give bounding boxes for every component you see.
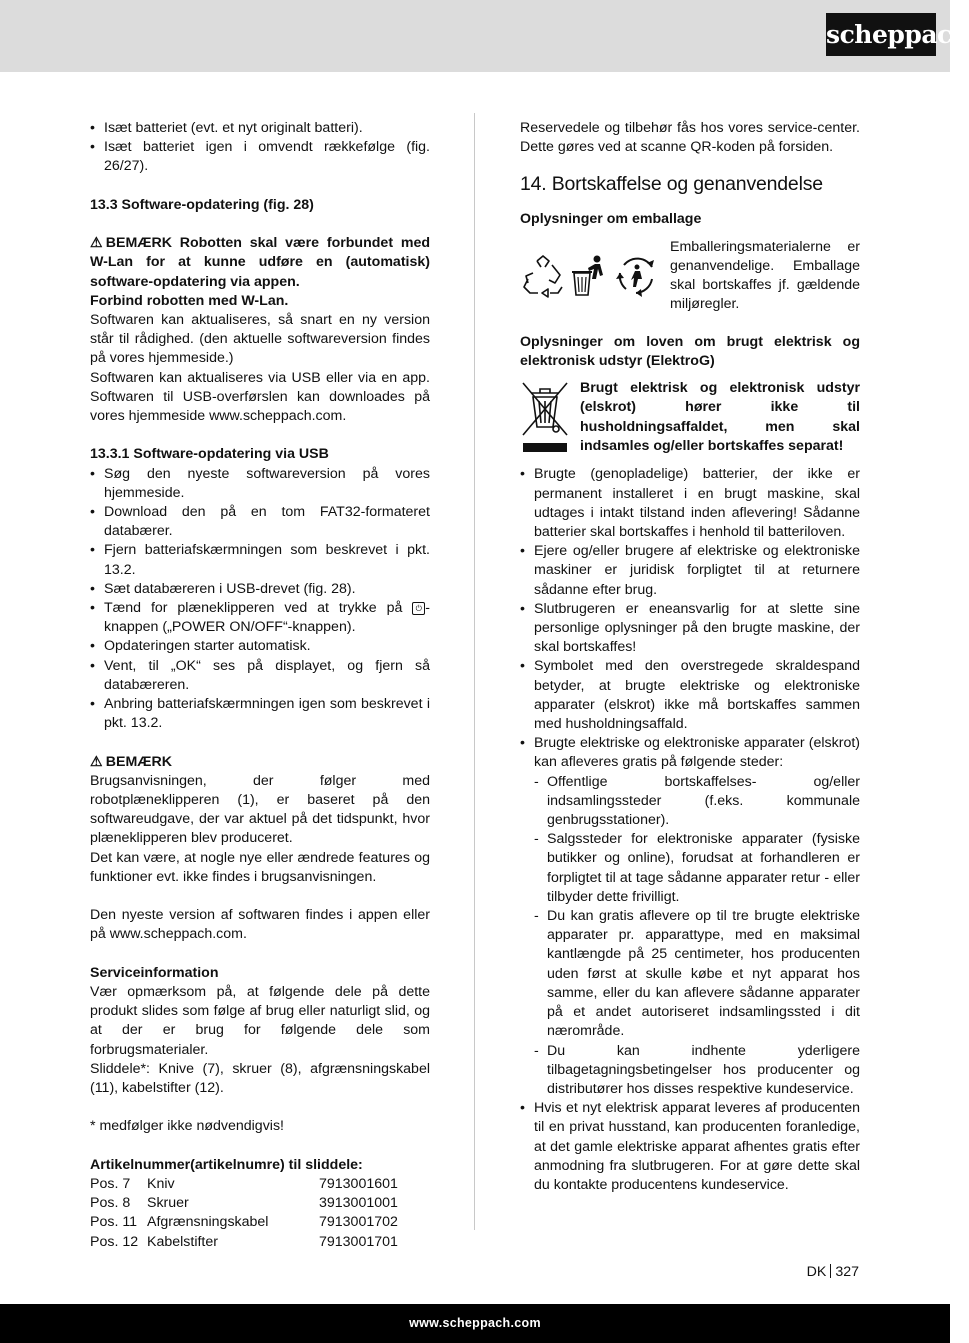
list-item: • Anbring batteriafskærmningen igen som beskrevet i pkt. 13.2. — [90, 695, 430, 733]
body-paragraph: Det kan være, at nogle nye eller ændrede features og funktioner evt. ikke findes i brugsanvisningen. — [90, 849, 430, 885]
usb-steps-list — [90, 465, 430, 734]
list-item: • Slutbrugeren er eneansvarlig for at slette sine personlige oplysninger på den brugte maskine, der skal bortskaffes! — [520, 600, 860, 658]
list-item: • Fjern batteriafskærmningen som beskrevet i pkt. 13.2. — [90, 541, 430, 579]
list-item: • Download den på en tom FAT32-formateret databærer. — [90, 503, 430, 541]
disposal-list-continued — [520, 1099, 860, 1195]
body-paragraph: Softwaren kan aktualiseres via USB eller via en app. Softwaren til USB-overførslen kan downloades på vores hjemmeside www.scheppach.com. — [90, 369, 430, 425]
note-paragraph — [90, 234, 430, 292]
footnote: * medfølger ikke nødvendigvis! — [90, 1118, 284, 1135]
warning-icon: ⚠ — [90, 235, 103, 252]
list-item: • Hvis et nyt elektrisk apparat leveres af producenten til en privat husstand, kan producenten foranledige, at det gamle elektriske apparat afhentes gratis efter anmodning fra slutbrugeren. For at gøre dette skal du kontakte producentens kundeservice. — [520, 1099, 860, 1195]
table-cell: Kabelstifter — [147, 1233, 218, 1250]
list-item: • Opdateringen starter automatisk. — [90, 637, 430, 656]
list-item: - Offentlige bortskaffelses- og/eller indsamlingssteder (f.eks. kommunale genbrugsstationer). — [520, 773, 860, 831]
return-locations-list — [520, 773, 860, 1099]
weee-icon-wrap — [520, 379, 580, 465]
intro-list — [90, 119, 430, 177]
section-heading-13-3: 13.3 Software-opdatering (fig. 28) — [90, 196, 314, 213]
table-cell: 7913001701 — [319, 1233, 398, 1250]
list-item: • Vent, til „OK“ ses på displayet, og fjern så databæreren. — [90, 657, 430, 695]
body-paragraph: Brugsanvisningen, der følger med robotplæneklipperen (1), er baseret på den softwareudgave, der var aktuel på det tidspunkt, hvor plæneklipperen blev produceret. — [90, 772, 430, 847]
table-cell: Pos. 12 — [90, 1233, 139, 1250]
list-item-text: -knappen („POWER ON/OFF“-knappen). — [104, 600, 430, 636]
scheppach-logo: scheppach — [826, 13, 936, 56]
table-cell: Pos. 7 — [90, 1176, 131, 1193]
list-item: • Brugte elektriske og elektroniske apparater (elskrot) kan afleveres gratis på følgende steder: — [520, 734, 860, 772]
page-number-value: 327 — [835, 1264, 859, 1280]
section-heading-13-3-1: 13.3.1 Software-opdatering via USB — [90, 446, 329, 463]
list-item: • Isæt batteriet (evt. et nyt originalt batteri). — [90, 119, 430, 138]
table-row — [90, 1233, 400, 1252]
article-numbers-heading: Artikelnummer(artikelnumre) til sliddele: — [90, 1156, 363, 1173]
packaging-text: Emballeringsmaterialerne er genanvendelige. Emballage skal bortskaffes jf. gældende miljøregler. — [670, 238, 860, 313]
list-item: - Du kan gratis aflevere op til tre brugte elektriske apparater pr. apparattype, med en maksimal kantlængde på 25 centimeter, hos producenten uden først at skulle købe et nyt apparat hos samme, eller du kan aflevere sådanne apparater på et andet autoriseret indsamlingssted i dit nærområde. — [520, 907, 860, 1041]
recycle-icon — [520, 253, 566, 299]
crossed-out-wheelie-bin-icon — [520, 379, 570, 459]
body-paragraph: Vær opmærksom på, at følgende dele på dette produkt slides som følge af brug eller naturligt slid, og at der er brug for følgende dele som forbrugsmaterialer. — [90, 984, 430, 1058]
body-paragraph: Softwaren kan aktualiseres, så snart en ny version står til rådighed. (den aktuelle softwareversion findes på vores hjemmeside.) — [90, 312, 430, 367]
table-cell: 7913001702 — [319, 1214, 398, 1231]
column-divider — [474, 113, 475, 1230]
table-row — [90, 1213, 400, 1232]
footer-url[interactable]: www.scheppach.com — [409, 1316, 541, 1330]
table-cell: Kniv — [147, 1176, 175, 1193]
parts-table — [90, 1175, 400, 1252]
footer-bar — [0, 1304, 950, 1343]
power-button-icon: ⏻ — [412, 602, 425, 615]
left-column — [90, 119, 430, 1252]
table-cell: Afgrænsningskabel — [147, 1214, 269, 1231]
right-column — [520, 119, 860, 1195]
list-item: - Salgssteder for elektroniske apparater (fysiske butikker og online), forudsat at forhandleren er forpligtet til at tage sådanne apparater retur - eller tilbyder dette frivilligt. — [520, 830, 860, 907]
table-cell: 3913001001 — [319, 1195, 398, 1212]
wear-parts-paragraph: Sliddele*: Knive (7), skruer (8), afgrænsningskabel (11), kabelstifter (12). — [90, 1060, 430, 1097]
list-item: • Søg den nyeste softwareversion på vores hjemmeside. — [90, 465, 430, 503]
table-row — [90, 1194, 400, 1213]
note-text: BEMÆRK Robotten skal være forbundet med W-Lan for at kunne udføre en (automatisk) software-opdatering via appen. — [90, 235, 430, 290]
header-bar — [0, 0, 950, 72]
body-paragraph: Reservedele og tilbehør fås hos vores service-center. Dette gøres ved at scanne QR-koden på forsiden. — [520, 120, 860, 156]
packaging-block — [520, 238, 860, 314]
weee-warning-text: Brugt elektrisk og elektronisk udstyr (elskrot) hører ikke til husholdningsaffaldet, men skal indsamles og/eller bortskaffes separat! — [580, 380, 860, 454]
list-item: • Symbolet med den overstregede skraldespand betyder, at brugte elektriske og elektroniske apparater (elskrot) ikke må bortskaffes sammen med husholdningsaffald. — [520, 657, 860, 734]
separator — [830, 1264, 831, 1278]
list-item-text: Tænd for plæneklipperen ved at trykke på — [104, 600, 413, 617]
packaging-icons — [520, 238, 670, 314]
weee-block — [520, 379, 860, 465]
list-item: • Sæt databæreren i USB-drevet (fig. 28). — [90, 580, 430, 599]
note-heading — [90, 753, 430, 772]
table-cell: Pos. 8 — [90, 1195, 131, 1212]
list-item: • Isæt batteriet igen i omvendt rækkefølge (fig. 26/27). — [90, 138, 430, 176]
table-cell: Skruer — [147, 1195, 189, 1212]
section-heading-14: 14. Bortskaffelse og genanvendelse — [520, 173, 823, 196]
language-code: DK — [806, 1264, 827, 1280]
packaging-heading: Oplysninger om emballage — [520, 211, 702, 228]
note-label: BEMÆRK — [105, 753, 172, 770]
disposal-list — [520, 465, 860, 772]
warning-icon: ⚠ — [90, 753, 103, 770]
list-item: • Ejere og/eller brugere af elektriske og elektroniske maskiner er juridisk forpligtet til at returnere sådanne efter brug. — [520, 542, 860, 600]
table-row — [90, 1175, 400, 1194]
table-cell: 7913001601 — [319, 1176, 398, 1193]
page-number — [800, 1264, 859, 1280]
table-cell: Pos. 11 — [90, 1214, 138, 1231]
list-item — [90, 599, 430, 637]
litter-bin-icon — [570, 253, 610, 299]
list-item: - Du kan indhente yderligere tilbagetagningsbetingelser hos producenter og distributører hos disses respektive kundeservice. — [520, 1042, 860, 1100]
body-paragraph: Den nyeste version af softwaren findes i appen eller på www.scheppach.com. — [90, 907, 430, 943]
list-item: • Brugte (genopladelige) batterier, der ikke er permanent installeret i en brugt maskine, skal udtages i intakt tilstand inden aflevering! Sådanne batterier skal bortskaffes i henhold til batteriloven. — [520, 465, 860, 542]
recycling-arrows-icon — [614, 253, 660, 299]
service-heading: Serviceinformation — [90, 964, 219, 981]
law-heading: Oplysninger om loven om brugt elektrisk og elektronisk udstyr (ElektroG) — [520, 333, 860, 369]
connect-instruction: Forbind robotten med W-Lan. — [90, 292, 289, 309]
